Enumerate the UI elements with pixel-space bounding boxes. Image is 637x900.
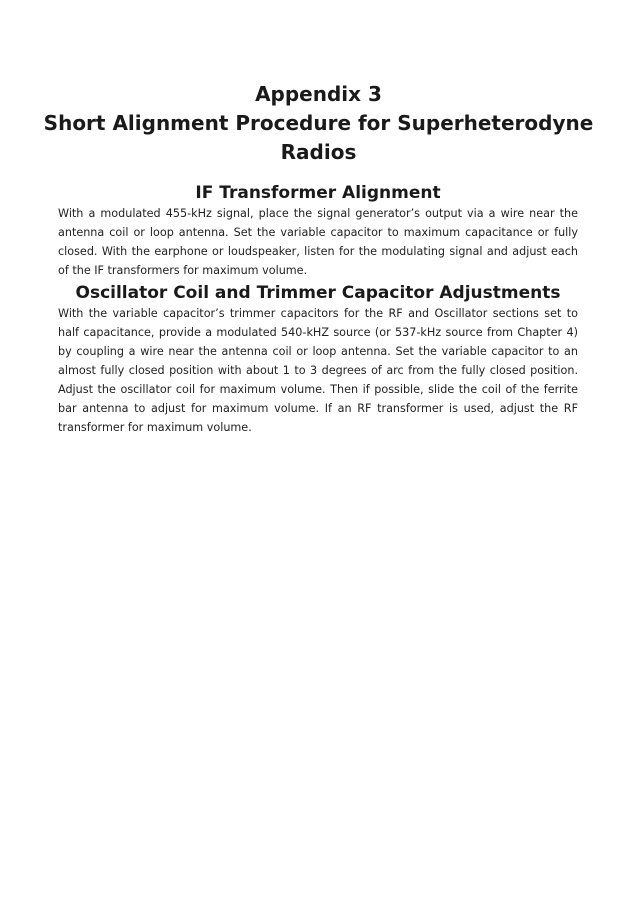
appendix-title	[40, 80, 597, 167]
section-heading: Oscillator Coil and Trimmer Capacitor Adjustments	[75, 283, 561, 303]
section-if-transformer-alignment	[58, 182, 578, 280]
title-line-1: Appendix 3	[255, 82, 382, 106]
title-line-3: Radios	[280, 140, 357, 164]
section-paragraph: With a modulated 455-kHz signal, place the signal generator’s output via a wire near the antenna coil or loop antenna. Set the variable capacitor to maximum capacitance or fully closed. With the earphone or loudspeaker, listen for the modulating signal and adjust each of the IF transformers for maximum volume.	[58, 207, 578, 277]
section-paragraph: With the variable capacitor’s trimmer capacitors for the RF and Oscillator sections set to half capacitance, provide a modulated 540-kHZ source (or 537-kHz source from Chapter 4) by coupling a wire near the antenna coil or loop antenna. Set the variable capacitor to an almost fully closed position with about 1 to 3 degrees of arc from the fully closed position. Adjust the oscillator coil for maximum volume. Then if possible, slide the coil of the ferrite bar antenna to adjust for maximum volume. If an RF transformer is used, adjust the RF transformer for maximum volume.	[58, 307, 578, 434]
title-line-2: Short Alignment Procedure for Superheterodyne	[43, 111, 594, 135]
section-oscillator-coil-adjustments	[58, 282, 578, 437]
document-body	[58, 182, 578, 437]
section-heading: IF Transformer Alignment	[195, 183, 441, 203]
